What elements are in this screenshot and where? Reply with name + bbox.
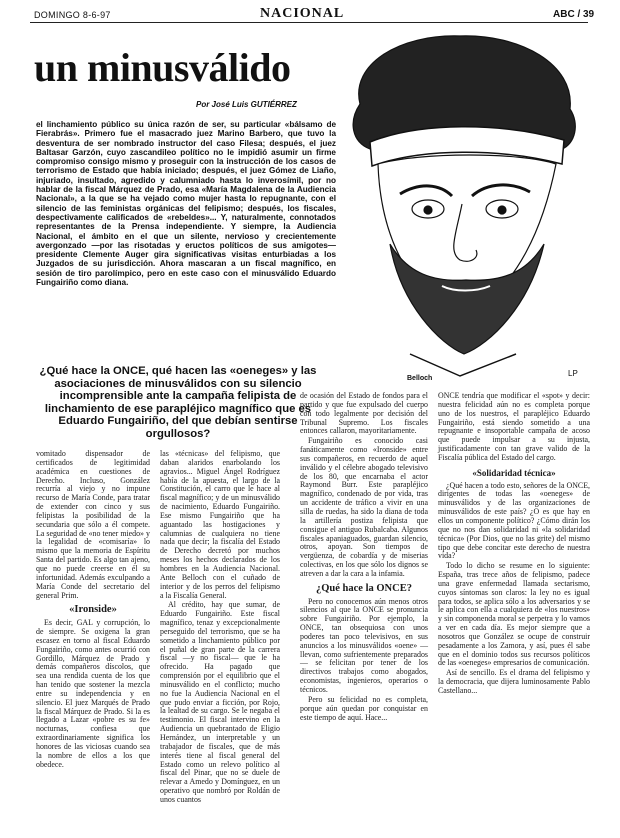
page-number: ABC / 39 — [553, 9, 595, 20]
paragraph: ONCE tendría que modificar el «spot» y decir: nuestra felicidad aún no es completa porque uno de los nuestros, el parapléjico Eduardo Fungairiño, está siendo sometido a una repugnante e insoportable campaña de acoso que puede impulsar a su injusta, justificadamente con tan grave valido de la Fiscalía pública del Estado del cargo. — [438, 391, 590, 462]
paragraph: las «técnicas» del felipismo, que daban alaridos enarbolando los agravios... Miguel Ángel Rodríguez había de la apuesta, el largo de la Constitución, el carro que le hace al fiscal magnífico; y de un minusválido de nacimiento, Eduardo Fungairiño. Ese mismo Fungairiño que ha aguantado las hostigaciones y calumnias de cualquiera no tiene nada que decir; la fiscalía del Estado de Derecho decretó por muchos meses los hechos declarados de los hombres en la Audiencia Nacional. Ante Belloch con el cuñado de interior y de los perros del felipismo a la Fiscalía General. — [160, 449, 280, 600]
header-rule — [30, 22, 588, 23]
text-column-2 — [160, 450, 280, 806]
paragraph: Pero no conocemos aún menos otros silencios al que la ONCE se pronuncia sobre Fungairiño. Por ejemplo, la ONCE, tan obsequiosa con unos poderes tan poco televisivos, en sus anuncios a los minusválidos «oene» —llevan, como sufrientemente preparados— se felicitan por tener de los directivos trabajos como abogados, economistas, ingenieros, operarios o técnicos. — [300, 596, 428, 694]
byline: Por José Luis GUTIÉRREZ — [196, 100, 297, 109]
lead-text: el linchamiento público su única razón de ser, su particular «bálsamo de Fierabrás». Primero fue el masacrado juez Marino Barbero, que tuvo la desventura de ser nombrado instructor del caso Filesa; después, el juez Baltasar Garzón, cuyo zascandileo político no le impidió asumir un firme compromiso consigo mismo y proseguir con la instrucción de los casos de terrorismo de Estado que había iniciado; después, el juez Gómez de Liaño, injuriado, insultado, agredido y calumniado hasta lo inverosímil, por no hablar de la fiscal Márquez de Prado, esa «María Magdalena de la Audiencia Nacional», a la que se ha vejado como mujer hasta lo repugnante, con el silencio de las feministas orgánicas del felipismo; después, los fiscales, despectivamente calificados de «rebeldes»... Y, naturalmente, connotados representantes de la Prensa independiente. Y siempre, la Audiencia Nacional, el ámbito en el que un silente, nervioso y crecientemente avergonzado —por las risotadas y eructos políticos de sus amigotes— presidente Clemente Auger gira significativas visitas enturbiadas a los Juzgados de su jurisdicción. Ahora mascaran a un fiscal magnífico, en sesión de tiro parolímpico, pero en este caso con el minusválido Eduardo Fungairiño como diana. — [36, 120, 336, 288]
pupil-shape — [424, 206, 432, 214]
subheading-solidaridad: «Solidaridad técnica» — [472, 467, 556, 478]
headline: un minusválido — [34, 45, 291, 90]
pull-quote: ¿Qué hace la ONCE, qué hacen las «oeneges» y las asociaciones de minusválidos con su silencio incomprensible ante la campaña felipista de linchamiento de ese parapléjico magnífico que es Eduardo Fungairiño, del que debían sentirse orgullosos? — [39, 365, 317, 440]
text-column-4 — [438, 392, 590, 697]
paragraph: Fungairiño es conocido casi fanáticamente como «Ironside» entre sus compañeros, en recuerdo de aquel inválido y el célebre abogado televisivo de los 80, que encarnaba el actor Raymond Burr. Este parapléjico magnífico, condenado de por vida, tras un accidente de tráfico a vivir en una silla de ruedas, ha sido la diana de toda la artillería postiza felipista que consigue el antiguo Rubalcaba. Algunos fiscales apaniaguados, guardan silencio, otros, apoyan. Son tiempos de vergüenza, de cobardía y de miserias colectivas, en los que sólo los dignos se atreven a dar la cara a la infamia. — [300, 436, 428, 578]
paragraph: Todo lo dicho se resume en lo siguiente: España, tras trece años de felipismo, padece una grave enfermedad llamada sectarismo, cuyos síntomas son claros: la ley no es igual para todos, se aplica sólo a los adversarios y se le aplica con ella a cualquiera de «los nuestros» y sin componenda moral se perpetra y lo vamos a ver en cada día. Es mejor siempre que a nosotros que González se ocupe de construir pesadamente a los Zamora, y así, pues él sabe que en el dominio todos sus recursos políticos de las «oeneges» empresarios de comunicación. — [438, 561, 590, 668]
caricature-illustration — [330, 24, 588, 384]
collar-shape — [410, 354, 516, 376]
paragraph: Así de sencillo. Es el drama del felipismo y la democracia, que dijera luminosamente Pablo Castellano... — [438, 668, 590, 695]
paragraph: Es decir, GAL y corrupción, lo de siempre. Se oxigena la gran escasez en torno al fiscal Eduardo Fungairiño, como antes ocurrió con Gordillo, Márquez de Prado y demás compañeros díscolos, que sea una rendida cuenta de los que han tenido que sostener la mezcla entre su independencia y en silencio. El juez Marqués de Prado la fiscal Márquez de Prado. Si la es llegado a Lazar «pobre es su fe» nocturnas, confiesa que extraordinariamente significa los honores de las viciosas cuando sea la nombre de ellos a los que obedece. — [36, 618, 150, 769]
pupil-shape — [498, 206, 506, 214]
paragraph: de ocasión del Estado de fondos para el partido y que fue expulsado del cuerpo con todo legalmente por decisión del Tribunal Supremo. Los fiscales entonces callaron, mayoritariamente. — [300, 391, 428, 436]
section-title: NACIONAL — [260, 6, 345, 21]
issue-date: DOMINGO 8-6-97 — [34, 10, 111, 20]
illustration-credit: Belloch — [407, 375, 433, 382]
paragraph: Pero su felicidad no es completa, porque aún quedan por conquistar en este tiempo de aquí. Hace... — [300, 694, 428, 722]
lead-paragraph — [36, 120, 336, 287]
paragraph: ¿Qué hacen a todo esto, señores de la ONCE, dirigentes de todas las «oeneges» de minusválidos y de las organizaciones de minusválidos de este país? ¿O es que hay en ellos un componente político? ¿Cómo dirán los que no nos dan solidaridad ni «la solidaridad técnica» (Por Dios, que no las grite) del mismo tipo que debe concitar este derecho de nuestra vida? — [438, 480, 590, 561]
subheading-once: ¿Qué hace la ONCE? — [316, 582, 412, 594]
artist-signature: LP — [568, 369, 578, 378]
paragraph: Al crédito, hay que sumar, de Eduardo Fungairiño. Este fiscal magnífico, tenaz y excepcionalmente perseguido del terrorismo, que se ha sometido a linchamiento público por el puñal de gran parte de la carrera fiscal —y no fiscal— que le ha ofrecido. Ha pagado que comprensión por el equilibrio que el minusválido en el conflicto; mucho no fue la Audiencia Nacional en el que pudo enviar a ficción, por Rojo, la lealtad de su cargo. Se le negaba el testimonio. El fiscal intervino en la Audiencia un quebrantado de Eligio Hernández, un interpretable y un trabajador de fiscales, que de más interés tiene al fiscal general del Estado como un relevo político al fiscal del Pinar, que no se duele de relevar a Amedo y Domínguez, en un operativo que nombró por Roldán de unos cuantos — [160, 600, 280, 804]
text-column-1 — [36, 450, 150, 771]
subheading-ironside: «Ironside» — [69, 604, 117, 616]
paragraph: vomitado dispensador de certificados de legitimidad académica en cuestiones de Derecho. Incluso, González recurría al viejo y no impune recurso de María Conde, para tratar de extender con cinco y sus felipistas la posibilidad de la secundaria que sólo a él compete. La seguridad de «no tener miedo» y la legalidad de «comisaría» lo mismo que la memoria de Espíritu Santa del partido. Es algo tan ajeno, que no puede creerse en él su infortunidad. Además exculpando a María Conde del secretario del general Prim. — [36, 449, 150, 600]
text-column-3 — [300, 392, 428, 723]
